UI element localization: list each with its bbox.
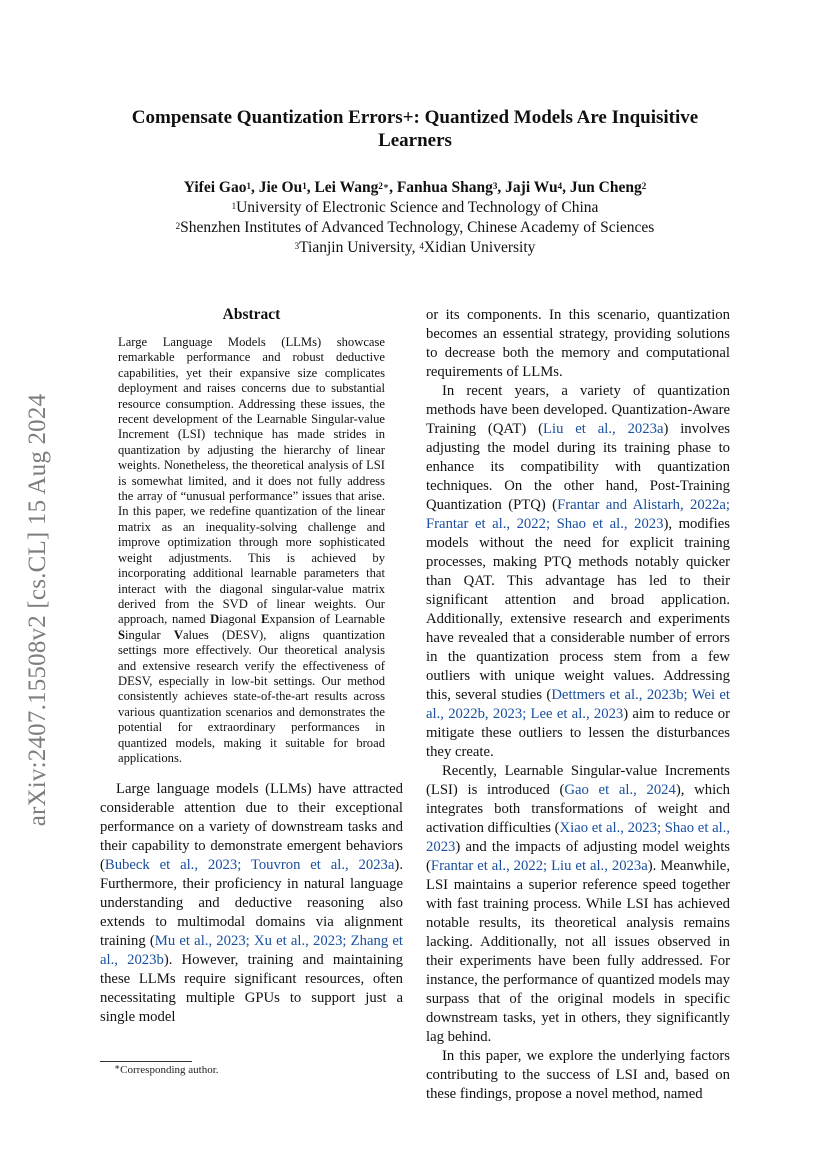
- intro-paragraph: Large language models (LLMs) have attracted considerable attention due to their exceptional performance on a variety of downstream tasks and their capability to demonstrate emergent behaviors (Bubeck et al., 2023; Touvron et al., 2023a). Furthermore, their proficiency in natural language understanding and deductive reasoning also extends to multimodal domains via alignment training (Mu et al., 2023; Xu et al., 2023; Zhang et al., 2023b). However, training and maintaining these LLMs require significant resources, often necessitating multiple GPUs to support just a single model: [100, 781, 403, 1026]
- body-paragraph: In recent years, a variety of quantization methods have been developed. Quantization-Aware Training (QAT) (Liu et al., 2023a) involves adjusting the model during its training phase to enhance its compatibility with quantization techniques. On the other hand, Post-Training Quantization (PTQ) (Frantar and Alistarh, 2022a; Frantar et al., 2022; Shao et al., 2023), modifies models without the need for explicit training processes, making PTQ methods notably quicker than QAT. This advantage has led to their significant attention and broad application. Additionally, extensive research and experiments have revealed that a considerable number of errors in the quantization process stem from a few outliers with unique weight values. Addressing this, several studies (Dettmers et al., 2023b; Wei et al., 2022b, 2023; Lee et al., 2023) aim to reduce or mitigate these outliers to lessen the disturbances they create.: [426, 383, 731, 760]
- affiliation-1: $^1$University of Electronic Science and Technology of China: [231, 199, 599, 216]
- body-paragraph: In this paper, we explore the underlying factors contributing to the success of LSI and, based on these findings, propose a novel method, named: [426, 1048, 730, 1102]
- paper-title: Compensate Quantization Errors+: Quantized Models Are Inquisitive Learners: [131, 107, 699, 151]
- citation-link[interactable]: Liu et al., 2023a: [543, 421, 664, 437]
- left-column: [100, 306, 403, 1027]
- author-name: Jie Ou: [258, 179, 303, 196]
- citation-link[interactable]: Xiao et al., 2023; Shao et al., 2023: [426, 820, 731, 855]
- affiliation-3-4: $^3$Tianjin University, $^4$Xidian University: [294, 239, 536, 256]
- right-column: [426, 306, 730, 1104]
- body-paragraph: Recently, Learnable Singular-value Increments (LSI) is introduced (Gao et al., 2024), which integrates both transformations of weight and activation difficulties (Xiao et al., 2023; Shao et al., 2023) and the impacts of adjusting model weights (Frantar et al., 2022; Liu et al., 2023a). Meanwhile, LSI maintains a superior reference speed together with fast training process. While LSI has achieved notable results, its theoretical analysis remains lacking. Additionally, not all issues observed in their experiments have been fully addressed. For instance, the performance of quantized models may surpass that of the original models in specific downstream tasks, yet in others, they significantly lag behind.: [426, 763, 731, 1045]
- abstract-text: Large Language Models (LLMs) showcase remarkable performance and robust deductive capabilities, yet their expansive size complicates deployment and raises concerns due to substantial resource consumption. Addressing these issues, the recent development of the Learnable Singular-value Increment (LSI) technique has made strides in quantization by adjusting the hierarchy of linear weights. Nonetheless, the theoretical analysis of LSI is somewhat limited, and it does not fully address the array of “unusual performance” issues that arise. In this paper, we redefine quantization of the linear matrix as an inequality-solving challenge and improve optimization through more sophisticated weight adjustments. This is achieved by incorporating additional learnable parameters that interact with the diagonal singular-value matrix derived from the SVD of linear weights. Our approach, named Diagonal Expansion of Learnable Singular Values (DESV), aligns quantization settings more effectively. Our theoretical analysis and extensive research verify the effectiveness of DESV, especially in low-bit settings. Our method consistently achieves state-of-the-art results across various quantization scenarios and demonstrates the potential for extraordinary performances in quantized models, making it suitable for broad applications.: [118, 335, 386, 765]
- author-name: Jun Cheng: [569, 179, 642, 196]
- citation-link[interactable]: Dettmers et al., 2023b; Wei et al., 2022b, 2023; Lee et al., 2023: [426, 687, 730, 722]
- author-block: [100, 178, 730, 258]
- author-list: Yifei Gao$^1$, Jie Ou$^1$, Lei Wang$^{2∗}$, Fanhua Shang$^3$, Jaji Wu$^4$, Jun Cheng$^2$: [183, 179, 647, 196]
- author-name: Yifei Gao: [183, 179, 247, 196]
- citation-link[interactable]: Frantar and Alistarh, 2022a; Frantar et al., 2022; Shao et al., 2023: [426, 497, 730, 532]
- author-name: Fanhua Shang: [396, 179, 493, 196]
- footnote: ∗Corresponding author.: [114, 1062, 219, 1076]
- citation-link[interactable]: Mu et al., 2023; Xu et al., 2023; Zhang et al., 2023b: [100, 933, 403, 969]
- citation-link[interactable]: Frantar et al., 2022; Liu et al., 2023a: [430, 858, 648, 874]
- citation-link[interactable]: Gao et al., 2024: [564, 782, 676, 798]
- arxiv-identifier: arXiv:2407.15508v2 [cs.CL] 15 Aug 2024: [24, 393, 51, 827]
- author-name: Lei Wang: [314, 179, 379, 196]
- affiliation-2: $^2$Shenzhen Institutes of Advanced Technology, Chinese Academy of Sciences: [175, 219, 655, 236]
- author-name: Jaji Wu: [505, 179, 558, 196]
- body-paragraph: or its components. In this scenario, quantization becomes an essential strategy, providing solutions to decrease both the memory and computational requirements of LLMs.: [426, 307, 730, 380]
- abstract-heading: Abstract: [222, 306, 281, 323]
- citation-link[interactable]: Bubeck et al., 2023; Touvron et al., 2023a: [104, 857, 395, 874]
